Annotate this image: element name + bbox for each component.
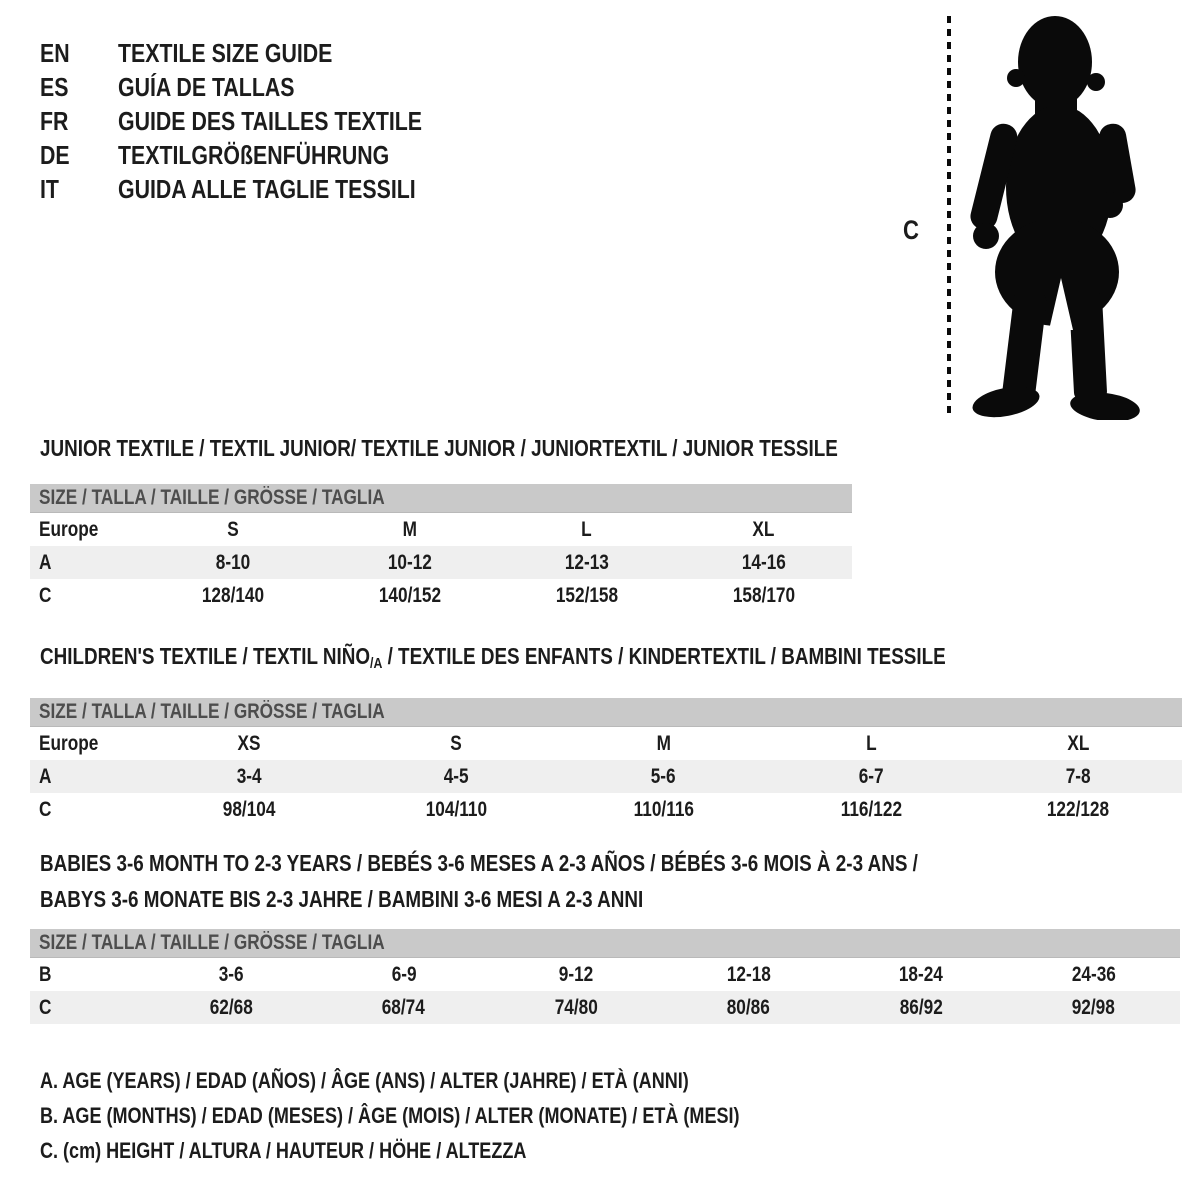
table-cell: 10-12	[388, 550, 433, 574]
row-label: Europe	[39, 517, 99, 541]
table-cell: 80/86	[727, 995, 771, 1019]
babies-section-title: BABIES 3-6 MONTH TO 2-3 YEARS / BEBÉS 3-6 MESES A 2-3 AÑOS / BÉBÉS 3-6 MOIS À 2-3 ANS / BABYS 3-6 MONATE BIS 2-3 JAHRE / BAMBINI 3-6 MESI A 2-3 ANNI	[40, 850, 918, 912]
table-cell: 3-6	[218, 962, 244, 986]
table-cell: 14-16	[741, 550, 786, 574]
table-cell: 86/92	[899, 995, 943, 1019]
table-cell: 7-8	[1065, 764, 1091, 788]
table-cell: L	[581, 517, 593, 541]
children-size-header-bar	[30, 698, 1182, 727]
language-code: EN	[40, 37, 70, 68]
table-cell: 8-10	[216, 550, 251, 574]
table-cell: S	[227, 517, 240, 541]
table-cell: XL	[752, 517, 775, 541]
table-row	[30, 760, 1182, 793]
height-measure-dashed-line	[947, 16, 951, 416]
language-code: FR	[40, 105, 69, 136]
babies-size-header-bar	[30, 929, 1180, 958]
language-title: TEXTILGRÖßENFÜHRUNG	[118, 139, 390, 170]
row-label: Europe	[39, 731, 99, 755]
language-row	[40, 104, 489, 138]
table-row	[30, 579, 852, 612]
junior-section-title: JUNIOR TEXTILE / TEXTIL JUNIOR/ TEXTILE JUNIOR / JUNIORTEXTIL / JUNIOR TESSILE	[40, 435, 838, 461]
table-cell: S	[450, 731, 462, 755]
table-cell: L	[865, 731, 877, 755]
junior-size-header-bar	[30, 484, 852, 513]
language-title: GUIDA ALLE TAGLIE TESSILI	[118, 173, 416, 204]
table-cell: 9-12	[559, 962, 594, 986]
language-code: DE	[40, 139, 70, 170]
junior-size-header: SIZE / TALLA / TAILLE / GRÖSSE / TAGLIA	[39, 486, 385, 509]
table-cell: 104/110	[425, 797, 487, 821]
table-cell: 62/68	[209, 995, 253, 1019]
table-cell: M	[402, 517, 418, 541]
row-label: C	[39, 797, 52, 821]
table-cell: 6-7	[858, 764, 884, 788]
table-cell: 3-4	[236, 764, 262, 788]
children-section-title: CHILDREN'S TEXTILE / TEXTIL NIÑO/A / TEXTILE DES ENFANTS / KINDERTEXTIL / BAMBINI TESSILE	[40, 643, 946, 672]
language-title: GUIDE DES TAILLES TEXTILE	[118, 105, 423, 136]
table-row	[30, 958, 1180, 991]
children-size-header: SIZE / TALLA / TAILLE / GRÖSSE / TAGLIA	[39, 700, 385, 723]
language-code: ES	[40, 71, 69, 102]
table-cell: 116/122	[840, 797, 902, 821]
table-cell: 12-18	[726, 962, 771, 986]
table-row	[30, 727, 1182, 760]
table-cell: 110/116	[633, 797, 694, 821]
table-cell: 6-9	[391, 962, 417, 986]
table-cell: 98/104	[222, 797, 276, 821]
table-cell: 122/128	[1047, 797, 1110, 821]
table-row	[30, 991, 1180, 1024]
table-cell: 152/158	[555, 583, 618, 607]
footnote-a: A. AGE (YEARS) / EDAD (AÑOS) / ÂGE (ANS) / ALTER (JAHRE) / ETÀ (ANNI)	[40, 1068, 689, 1093]
language-row	[40, 138, 489, 172]
language-title-list	[40, 36, 489, 206]
babies-textile-section	[30, 845, 1180, 1024]
footnote-c: C. (cm) HEIGHT / ALTURA / HAUTEUR / HÖHE / ALTEZZA	[40, 1138, 527, 1163]
language-code: IT	[40, 173, 59, 204]
children-textile-section	[30, 645, 1182, 826]
footnote-b: B. AGE (MONTHS) / EDAD (MESES) / ÂGE (MOIS) / ALTER (MONATE) / ETÀ (MESI)	[40, 1103, 740, 1128]
table-cell: 18-24	[899, 962, 944, 986]
language-row	[40, 36, 489, 70]
row-label: B	[39, 962, 52, 986]
table-cell: 92/98	[1072, 995, 1116, 1019]
table-cell: 24-36	[1071, 962, 1116, 986]
row-label: A	[39, 764, 52, 788]
table-cell: 128/140	[202, 583, 265, 607]
language-row	[40, 70, 489, 104]
table-cell: XL	[1067, 731, 1090, 755]
table-cell: 140/152	[378, 583, 442, 607]
row-label: C	[39, 995, 52, 1019]
table-row	[30, 513, 852, 546]
table-cell: 4-5	[443, 764, 469, 788]
babies-size-header: SIZE / TALLA / TAILLE / GRÖSSE / TAGLIA	[39, 931, 385, 954]
table-cell: 5-6	[651, 764, 676, 788]
row-label: C	[39, 583, 52, 607]
language-title: TEXTILE SIZE GUIDE	[118, 37, 333, 68]
table-cell: 158/170	[732, 583, 795, 607]
table-cell: 74/80	[554, 995, 598, 1019]
table-cell: 12-13	[564, 550, 609, 574]
table-row	[30, 793, 1182, 826]
height-measure-label: C	[903, 215, 919, 245]
table-cell: M	[656, 731, 671, 755]
language-row	[40, 172, 489, 206]
junior-textile-section	[30, 437, 852, 612]
table-cell: XS	[237, 731, 261, 755]
table-row	[30, 546, 852, 579]
row-label: A	[39, 550, 52, 574]
legend-footnotes	[40, 1063, 893, 1168]
table-cell: 68/74	[382, 995, 426, 1019]
toddler-silhouette-image	[952, 12, 1152, 420]
language-title: GUÍA DE TALLAS	[118, 71, 295, 102]
